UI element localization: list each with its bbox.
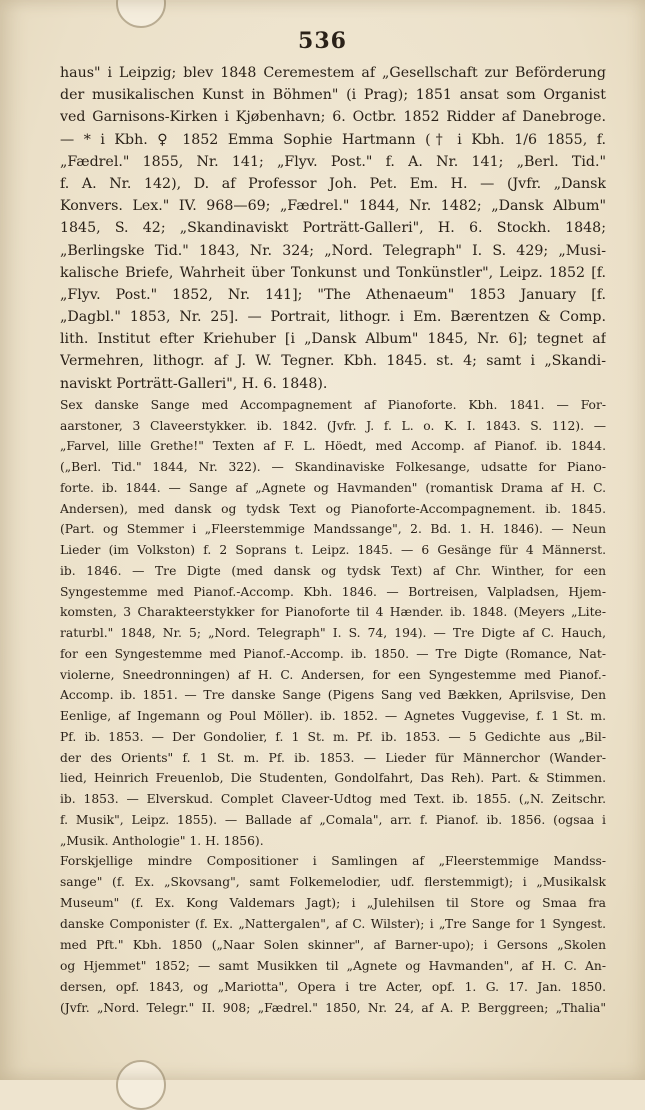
text-line: f. Musik", Leipz. 1855). — Ballade af „Comala", arr. f. Pianof. ib. 1856. (ogsaa i <box>60 812 606 827</box>
text-line: Lieder (im Volkston) f. 2 Soprans t. Leipz. 1845. — 6 Gesänge für 4 Männerst. <box>60 543 606 558</box>
text-line: „Fædrel." 1855, Nr. 141; „Flyv. Post." f. A. Nr. 141; „Berl. Tid." <box>60 153 606 170</box>
text-line: dersen, opf. 1843, og „Mariotta", Opera i tre Acter, opf. 1. G. 17. Jan. 1850. <box>60 979 606 994</box>
text-line: Sex danske Sange med Accompagnement af Pianoforte. Kbh. 1841. — For- <box>60 397 606 412</box>
text-line: der des Orients" f. 1 St. m. Pf. ib. 1853. — Lieder für Männerchor (Wander- <box>60 750 606 765</box>
text-line: Syngestemme med Pianof.-Accomp. Kbh. 1846. — Bortreisen, Valpladsen, Hjem- <box>60 584 606 599</box>
text-line: Forskjellige mindre Compositioner i Samlingen af „Fleerstemmige Mandss- <box>60 854 606 869</box>
text-line: danske Componister (f. Ex. „Nattergalen", af C. Wilster); i „Tre Sange for 1 Syngest. <box>60 916 606 931</box>
text-line: Pf. ib. 1853. — Der Gondolier, f. 1 St. m. Pf. ib. 1853. — 5 Gedichte aus „Bil- <box>60 729 606 744</box>
text-line: lied, Heinrich Freuenlob, Die Studenten, Gondolfahrt, Das Reh). Part. & Stimmen. <box>60 771 606 786</box>
binding-hole-decoration <box>116 1060 166 1110</box>
text-line: „Berlingske Tid." 1843, Nr. 324; „Nord. Telegraph" I. S. 429; „Musi- <box>60 242 606 259</box>
text-block <box>60 62 606 1018</box>
text-line: der musikalischen Kunst in Böhmen" (i Prag); 1851 ansat som Organist <box>60 87 606 104</box>
text-line: Eenlige, af Ingemann og Poul Möller). ib. 1852. — Agnetes Vuggevise, f. 1 St. m. <box>60 709 606 724</box>
text-line: lith. Institut efter Kriehuber [i „Dansk Album" 1845, Nr. 6]; tegnet af <box>60 331 606 348</box>
text-line: (Part. og Stemmer i „Fleerstemmige Mandssange", 2. Bd. 1. H. 1846). — Neun <box>60 522 606 537</box>
binding-hole-decoration <box>116 0 166 28</box>
text-line: (Jvfr. „Nord. Telegr." II. 908; „Fædrel." 1850, Nr. 24, af A. P. Berggreen; „Thalia" <box>60 1000 606 1015</box>
text-line: kalische Briefe, Wahrheit über Tonkunst und Tonkünstler", Leipz. 1852 [f. <box>60 264 606 281</box>
text-line: haus" i Leipzig; blev 1848 Ceremestem af „Gesellschaft zur Beförderung <box>60 65 606 81</box>
text-line: — * i Kbh. ♀ 1852 Emma Sophie Hartmann († i Kbh. 1/6 1855, f. <box>60 131 606 148</box>
minor-works-paragraph <box>60 851 606 1018</box>
text-line: for een Syngestemme med Pianof.-Accomp. ib. 1850. — Tre Digte (Romance, Nat- <box>60 646 606 661</box>
text-line: sange" (f. Ex. „Skovsang", samt Folkemelodier, udf. flerstemmigt); i „Musikalsk <box>60 875 606 890</box>
text-line: komsten, 3 Charakteerstykker for Pianoforte til 4 Hænder. ib. 1848. (Meyers „Lite- <box>60 605 606 620</box>
text-line: Konvers. Lex." IV. 968—69; „Fædrel." 1844, Nr. 1482; „Dansk Album" <box>60 198 606 215</box>
text-line: ved Garnisons-Kirken i Kjøbenhavn; 6. Octbr. 1852 Ridder af Danebroge. <box>60 109 606 126</box>
text-line: naviskt Porträtt-Galleri", H. 6. 1848). <box>60 375 328 392</box>
text-line: Andersen), med dansk og tydsk Text og Pianoforte-Accompagnement. ib. 1845. <box>60 501 606 516</box>
text-line: Museum" (f. Ex. Kong Valdemars Jagt); i „Julehilsen til Store og Smaa fra <box>60 896 606 911</box>
text-line: Vermehren, lithogr. af J. W. Tegner. Kbh. 1845. st. 4; samt i „Skandi- <box>60 353 606 370</box>
biography-paragraph <box>60 62 606 395</box>
text-line: raturbl." 1848, Nr. 5; „Nord. Telegraph" I. S. 74, 194). — Tre Digte af C. Hauch, <box>60 626 606 641</box>
text-line: („Berl. Tid." 1844, Nr. 322). — Skandinaviske Folkesange, udsatte for Piano- <box>60 460 606 475</box>
text-line: 1845, S. 42; „Skandinaviskt Porträtt-Galleri", H. 6. Stockh. 1848; <box>60 220 606 237</box>
text-line: violerne, Sneedronningen) af H. C. Andersen, for een Syngestemme med Pianof.- <box>60 667 606 682</box>
text-line: „Musik. Anthologie" 1. H. 1856). <box>60 833 264 848</box>
text-line: aarstoner, 3 Claveerstykker. ib. 1842. (Jvfr. J. f. L. o. K. I. 1843. S. 112). — <box>60 418 606 433</box>
text-line: forte. ib. 1844. — Sange af „Agnete og Havmanden" (romantisk Drama af H. C. <box>60 480 606 495</box>
text-line: f. A. Nr. 142), D. af Professor Joh. Pet. Em. H. — (Jvfr. „Dansk <box>60 175 606 192</box>
text-line: „Farvel, lille Grethe!" Texten af F. L. Höedt, med Accomp. af Pianof. ib. 1844. <box>60 439 606 454</box>
text-line: Accomp. ib. 1851. — Tre danske Sange (Pigens Sang ved Bækken, Aprilsvise, Den <box>60 688 606 703</box>
works-list-paragraph <box>60 395 606 852</box>
text-line: „Dagbl." 1853, Nr. 25]. — Portrait, lithogr. i Em. Bærentzen & Comp. <box>60 309 606 326</box>
text-line: med Pft." Kbh. 1850 („Naar Solen skinner", af Barner-upo); i Gersons „Skolen <box>60 937 606 952</box>
text-line: „Flyv. Post." 1852, Nr. 141]; "The Athenaeum" 1853 January [f. <box>60 286 606 303</box>
text-line: ib. 1853. — Elverskud. Complet Claveer-Udtog med Text. ib. 1855. („N. Zeitschr. <box>60 792 606 807</box>
text-line: ib. 1846. — Tre Digte (med dansk og tydsk Text) af Chr. Winther, for een <box>60 563 606 578</box>
text-line: og Hjemmet" 1852; — samt Musikken til „Agnete og Havmanden", af H. C. An- <box>60 958 606 973</box>
page-number: 536 <box>298 28 347 54</box>
